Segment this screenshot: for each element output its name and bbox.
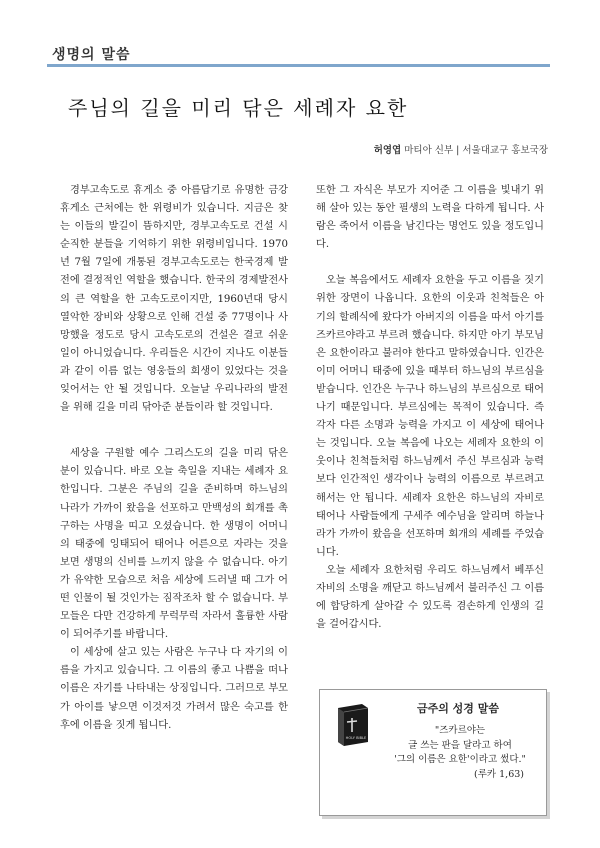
paragraph: 또한 그 자식은 부모가 지어준 그 이름을 빛내기 위해 살아 있는 동안 필생의 노력을 다하게 됩니다. 사람은 죽어서 이름을 남긴다는 명언도 있을 정도입니다. [316, 185, 544, 251]
author-name: 허영엽 [373, 145, 402, 156]
author-role: 마티아 신부 | 서울대교구 홍보국장 [401, 145, 548, 156]
paragraph: 경부고속도로 휴게소 중 아름답기로 유명한 금강휴게소 근처에는 한 위령비가 있습니다. 지금은 찾는 이들의 발길이 뜸하지만, 경부고속도로 건설 시 순직한 분들을 기억하기 위한 위령비입니다. 1970년 7월 7일에 개통된 경부고속도로는 한국경제 발전에 결정적인 역할을 했습니다. 한국의 경제발전사의 큰 역할을 한 고속도로이지만, 1960년대 당시 열악한 장비와 상황으로 인해 건설 중 77명이나 사망했을 정도로 당시 고속도로의 건설은 결코 쉬운 일이 아니었습니다. 우리들은 시간이 지나도 이분들과 같이 이름 없는 영웅들의 희생이 있었다는 것을 잊어서는 안 될 것입니다. 오늘날 우리나라의 발전을 위해 길을 미리 닦아준 분들이라 할 것입니다. [60, 185, 288, 414]
section-label: 생명의 말씀 [52, 47, 131, 63]
byline [374, 142, 548, 156]
verse-reference: (루카 1,63) [474, 768, 524, 780]
paragraph: 오늘 복음에서도 세례자 요한을 두고 이름을 짓기 위한 장면이 나옵니다. 요한의 이웃과 친척들은 아기의 할례식에 왔다가 아버지의 이름을 따서 아기를 즈카르야라고 부르려 했습니다. 하지만 아기 부모님은 요한이라고 불러야 한다고 말하였습니다. 인간은 이미 어머니 태중에 있을 때부터 하느님의 부르심을 받습니다. 인간은 누구나 하느님의 부르심으로 태어나기 때문입니다. 부르심에는 목적이 있습니다. 즉 각자 다른 소명과 능력을 가지고 이 세상에 태어나는 것입니다. 오늘 복음에 나오는 세례자 요한의 이웃이나 친척들처럼 하느님께서 주신 부르심과 능력보다 인간적인 생각이나 능력의 이름으로 부르려고 해서는 안 됩니다. 세례자 요한은 하느님의 자비로 태어나 사람들에게 구세주 예수님을 알리며 하늘나라가 가까이 왔음을 선포하며 회개의 세례를 주었습니다. [316, 275, 544, 558]
verse-line: '그의 이름은 요한'이라고 썼다." [394, 754, 526, 765]
paragraph: 세상을 구원할 예수 그리스도의 길을 미리 닦은 분이 있습니다. 바로 오늘 축일을 지내는 세례자 요한입니다. 그분은 주님의 길을 준비하며 하느님의 나라가 가까이 왔음을 선포하고 만백성의 회개를 촉구하는 사명을 띠고 오셨습니다. 한 생명이 어머니의 태중에 잉태되어 태어나 어른으로 자라는 것을 보면 생명의 신비를 느끼지 않을 수 없습니다. 아기가 유약한 모습으로 처음 세상에 드러낼 때 그가 어떤 인물이 될 것인가는 짐작조차 할 수 없습니다. 부모들은 다만 건강하게 무럭무럭 자라서 훌륭한 사람이 되어주기를 바랍니다. [60, 448, 288, 641]
verse-box-title: 금주의 성경 말씀 [416, 702, 500, 715]
paragraph: 이 세상에 살고 있는 사람은 누구나 다 자기의 이름을 가지고 있습니다. 그 이름의 좋고 나쁨을 떠나 이름은 자기를 나타내는 상징입니다. 그러므로 부모가 아이를 낳으면 이것저것 가려서 많은 숙고를 한 후에 이름을 짓게 됩니다. [60, 647, 288, 731]
bible-cover-text: HOLY BIBLE [345, 736, 367, 740]
paragraph: 오늘 세례자 요한처럼 우리도 하느님께서 베푸신 자비의 소명을 깨닫고 하느님께서 불러주신 그 이름에 합당하게 살아갈 수 있도록 겸손하게 인생의 길을 걸어갑시다. [316, 564, 544, 631]
right-column [316, 182, 544, 634]
verse-text [380, 724, 540, 782]
verse-box [319, 689, 547, 816]
verse-line: 글 쓰는 판을 달라고 하여 [408, 739, 512, 751]
left-column [60, 182, 288, 735]
header-rule [47, 64, 550, 67]
article-title: 주님의 길을 미리 닦은 세례자 요한 [68, 96, 409, 120]
verse-line: "즈카르야는 [434, 725, 486, 736]
holy-bible-icon [332, 702, 372, 746]
